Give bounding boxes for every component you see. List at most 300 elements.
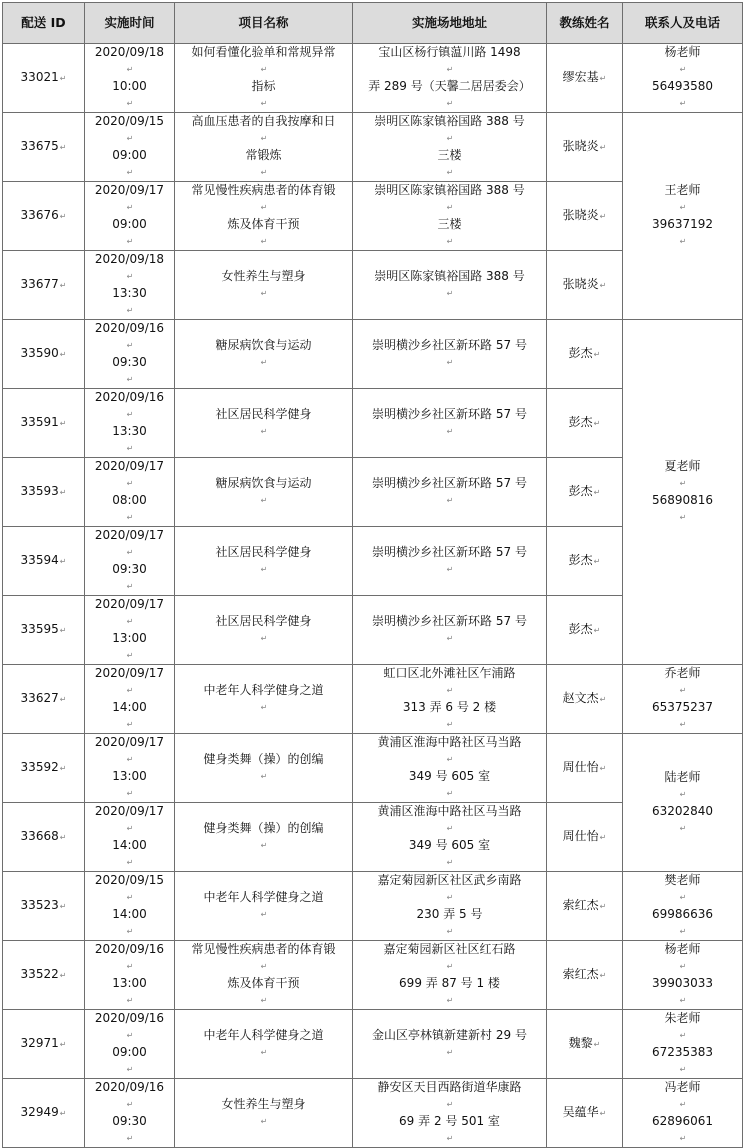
project-line: 中老年人科学健身之道: [203, 683, 324, 697]
return-mark-icon: ↵: [599, 74, 607, 83]
address-line: 嘉定菊园新区社区红石路: [383, 942, 516, 956]
return-mark-icon: ↵: [446, 496, 454, 505]
coach-name: 彭杰: [568, 346, 593, 360]
return-mark-icon: ↵: [59, 626, 67, 635]
return-mark-icon: ↵: [126, 306, 134, 315]
table-row: [3, 320, 743, 389]
delivery-id: 33595: [20, 622, 59, 636]
return-mark-icon: ↵: [126, 410, 134, 419]
coach-cell: [547, 458, 623, 527]
table-row: [3, 1079, 743, 1148]
delivery-id-cell: [3, 1079, 85, 1148]
address-line: 黄浦区淮海中路社区马当路: [377, 735, 522, 749]
return-mark-icon: ↵: [126, 1134, 134, 1143]
return-mark-icon: ↵: [59, 74, 67, 83]
table-row: [3, 665, 743, 734]
contact-line: 王老师: [664, 183, 701, 197]
contact-cell: [623, 665, 743, 734]
address-cell: [353, 872, 547, 941]
return-mark-icon: ↵: [593, 350, 601, 359]
time-line: 2020/09/16: [94, 321, 165, 335]
contact-line: 夏老师: [664, 459, 701, 473]
contact-cell: [623, 1010, 743, 1079]
header-contact: 联系人及电话: [623, 3, 743, 44]
return-mark-icon: ↵: [593, 557, 601, 566]
coach-name: 张晓炎: [562, 139, 599, 153]
delivery-id-cell: [3, 527, 85, 596]
project-cell: [175, 596, 353, 665]
address-line: 崇明横沙乡社区新环路 57 号: [372, 338, 527, 352]
address-line: 69 弄 2 号 501 室: [399, 1114, 500, 1128]
coach-name: 周仕怡: [562, 829, 599, 843]
coach-cell: [547, 182, 623, 251]
return-mark-icon: ↵: [446, 927, 454, 936]
return-mark-icon: ↵: [59, 350, 67, 359]
time-cell: [85, 389, 175, 458]
return-mark-icon: ↵: [59, 1109, 67, 1118]
return-mark-icon: ↵: [679, 65, 687, 74]
contact-line: 39637192: [651, 217, 714, 231]
return-mark-icon: ↵: [260, 134, 268, 143]
return-mark-icon: ↵: [679, 237, 687, 246]
time-line: 2020/09/17: [94, 597, 165, 611]
return-mark-icon: ↵: [593, 626, 601, 635]
contact-cell: [623, 872, 743, 941]
project-cell: [175, 182, 353, 251]
delivery-id-cell: [3, 389, 85, 458]
address-cell: [353, 734, 547, 803]
return-mark-icon: ↵: [126, 651, 134, 660]
header-project: 项目名称: [175, 3, 353, 44]
project-line: 如何看懂化验单和常规异常: [191, 45, 336, 59]
address-cell: [353, 1010, 547, 1079]
return-mark-icon: ↵: [126, 513, 134, 522]
delivery-id-cell: [3, 734, 85, 803]
time-line: 2020/09/18: [94, 252, 165, 266]
return-mark-icon: ↵: [59, 143, 67, 152]
return-mark-icon: ↵: [59, 557, 67, 566]
address-line: 崇明横沙乡社区新环路 57 号: [372, 407, 527, 421]
time-line: 2020/09/17: [94, 804, 165, 818]
return-mark-icon: ↵: [446, 755, 454, 764]
project-cell: [175, 458, 353, 527]
return-mark-icon: ↵: [126, 237, 134, 246]
return-mark-icon: ↵: [679, 203, 687, 212]
return-mark-icon: ↵: [679, 479, 687, 488]
time-line: 13:00: [112, 976, 147, 990]
delivery-id-cell: [3, 803, 85, 872]
return-mark-icon: ↵: [599, 902, 607, 911]
return-mark-icon: ↵: [126, 996, 134, 1005]
time-line: 2020/09/17: [94, 459, 165, 473]
address-line: 三楼: [437, 217, 462, 231]
time-line: 2020/09/17: [94, 735, 165, 749]
return-mark-icon: ↵: [446, 858, 454, 867]
return-mark-icon: ↵: [446, 686, 454, 695]
return-mark-icon: ↵: [679, 99, 687, 108]
return-mark-icon: ↵: [679, 1134, 687, 1143]
address-line: 崇明横沙乡社区新环路 57 号: [372, 614, 527, 628]
return-mark-icon: ↵: [126, 444, 134, 453]
address-cell: [353, 251, 547, 320]
coach-cell: [547, 596, 623, 665]
return-mark-icon: ↵: [446, 789, 454, 798]
time-line: 14:00: [112, 838, 147, 852]
contact-line: 65375237: [651, 700, 714, 714]
return-mark-icon: ↵: [59, 971, 67, 980]
table-row: [3, 734, 743, 803]
coach-name: 魏黎: [568, 1036, 593, 1050]
coach-name: 周仕怡: [562, 760, 599, 774]
coach-name: 张晓炎: [562, 208, 599, 222]
return-mark-icon: ↵: [59, 212, 67, 221]
address-line: 313 弄 6 号 2 楼: [402, 700, 497, 714]
return-mark-icon: ↵: [446, 720, 454, 729]
return-mark-icon: ↵: [126, 272, 134, 281]
address-cell: [353, 182, 547, 251]
coach-name: 彭杰: [568, 484, 593, 498]
contact-cell: [623, 941, 743, 1010]
contact-line: 39903033: [651, 976, 714, 990]
return-mark-icon: ↵: [446, 893, 454, 902]
delivery-id-cell: [3, 320, 85, 389]
contact-cell: [623, 320, 743, 665]
return-mark-icon: ↵: [260, 289, 268, 298]
return-mark-icon: ↵: [126, 1100, 134, 1109]
address-line: 349 号 605 室: [408, 838, 491, 852]
return-mark-icon: ↵: [126, 893, 134, 902]
project-cell: [175, 44, 353, 113]
return-mark-icon: ↵: [126, 789, 134, 798]
return-mark-icon: ↵: [126, 686, 134, 695]
contact-cell: [623, 1079, 743, 1148]
return-mark-icon: ↵: [260, 962, 268, 971]
table-body: [3, 44, 743, 1148]
contact-line: 樊老师: [664, 873, 701, 887]
return-mark-icon: ↵: [126, 858, 134, 867]
project-line: 常见慢性疾病患者的体育锻: [191, 183, 336, 197]
delivery-id-cell: [3, 113, 85, 182]
return-mark-icon: ↵: [260, 1048, 268, 1057]
time-cell: [85, 803, 175, 872]
return-mark-icon: ↵: [446, 634, 454, 643]
return-mark-icon: ↵: [599, 1109, 607, 1118]
contact-line: 56890816: [651, 493, 714, 507]
delivery-id: 33668: [20, 829, 59, 843]
time-line: 09:00: [112, 217, 147, 231]
return-mark-icon: ↵: [446, 358, 454, 367]
delivery-schedule-table: [2, 2, 743, 1148]
time-cell: [85, 320, 175, 389]
address-line: 崇明区陈家镇裕国路 388 号: [374, 114, 525, 128]
return-mark-icon: ↵: [126, 203, 134, 212]
return-mark-icon: ↵: [679, 1100, 687, 1109]
return-mark-icon: ↵: [679, 720, 687, 729]
project-line: 炼及体育干预: [227, 217, 300, 231]
project-cell: [175, 1079, 353, 1148]
return-mark-icon: ↵: [260, 168, 268, 177]
return-mark-icon: ↵: [126, 755, 134, 764]
return-mark-icon: ↵: [59, 419, 67, 428]
return-mark-icon: ↵: [679, 893, 687, 902]
coach-name: 索红杰: [562, 967, 599, 981]
delivery-id: 33627: [20, 691, 59, 705]
coach-name: 吴蕴华: [562, 1105, 599, 1119]
return-mark-icon: ↵: [679, 996, 687, 1005]
contact-line: 63202840: [651, 803, 714, 818]
time-cell: [85, 44, 175, 113]
project-line: 常见慢性疾病患者的体育锻: [191, 942, 336, 956]
delivery-id-cell: [3, 941, 85, 1010]
return-mark-icon: ↵: [446, 65, 454, 74]
return-mark-icon: ↵: [679, 686, 687, 695]
return-mark-icon: ↵: [260, 203, 268, 212]
project-line: 社区居民科学健身: [215, 614, 312, 628]
return-mark-icon: ↵: [126, 824, 134, 833]
time-line: 14:00: [112, 700, 147, 714]
time-line: 09:00: [112, 148, 147, 162]
return-mark-icon: ↵: [260, 1117, 268, 1126]
return-mark-icon: ↵: [446, 289, 454, 298]
return-mark-icon: ↵: [260, 237, 268, 246]
return-mark-icon: ↵: [446, 203, 454, 212]
project-cell: [175, 1010, 353, 1079]
delivery-id-cell: [3, 251, 85, 320]
project-line: 指标: [251, 79, 276, 93]
coach-cell: [547, 527, 623, 596]
delivery-id: 33594: [20, 553, 59, 567]
return-mark-icon: ↵: [260, 65, 268, 74]
return-mark-icon: ↵: [260, 996, 268, 1005]
return-mark-icon: ↵: [593, 1040, 601, 1049]
table-row: [3, 941, 743, 1010]
return-mark-icon: ↵: [126, 962, 134, 971]
coach-cell: [547, 113, 623, 182]
return-mark-icon: ↵: [599, 695, 607, 704]
time-cell: [85, 1010, 175, 1079]
contact-line: 杨老师: [664, 942, 701, 956]
return-mark-icon: ↵: [599, 281, 607, 290]
address-line: 三楼: [437, 148, 462, 162]
time-line: 2020/09/16: [94, 942, 165, 956]
table-row: [3, 1010, 743, 1079]
coach-name: 彭杰: [568, 415, 593, 429]
address-cell: [353, 941, 547, 1010]
time-line: 2020/09/15: [94, 873, 165, 887]
time-line: 2020/09/16: [94, 1011, 165, 1025]
return-mark-icon: ↵: [126, 341, 134, 350]
project-cell: [175, 527, 353, 596]
time-line: 2020/09/17: [94, 666, 165, 680]
address-cell: [353, 44, 547, 113]
time-line: 09:30: [112, 1114, 147, 1128]
address-line: 弄 289 号（天馨二居居委会）: [368, 79, 531, 93]
return-mark-icon: ↵: [260, 99, 268, 108]
delivery-id-cell: [3, 872, 85, 941]
coach-name: 缪宏基: [562, 70, 599, 84]
delivery-id: 32949: [20, 1105, 59, 1119]
time-cell: [85, 458, 175, 527]
project-line: 中老年人科学健身之道: [203, 1028, 324, 1042]
contact-cell: [623, 734, 743, 872]
return-mark-icon: ↵: [260, 772, 268, 781]
coach-name: 张晓炎: [562, 277, 599, 291]
time-cell: [85, 596, 175, 665]
contact-line: 乔老师: [664, 666, 701, 680]
return-mark-icon: ↵: [126, 1031, 134, 1040]
return-mark-icon: ↵: [260, 565, 268, 574]
return-mark-icon: ↵: [679, 823, 687, 833]
return-mark-icon: ↵: [59, 281, 67, 290]
project-line: 高血压患者的自我按摩和日: [191, 114, 336, 128]
delivery-id: 33675: [20, 139, 59, 153]
delivery-id: 33591: [20, 415, 59, 429]
return-mark-icon: ↵: [126, 582, 134, 591]
return-mark-icon: ↵: [446, 427, 454, 436]
return-mark-icon: ↵: [126, 1065, 134, 1074]
project-line: 女性养生与塑身: [221, 269, 306, 283]
header-coach: 教练姓名: [547, 3, 623, 44]
delivery-id: 33592: [20, 760, 59, 774]
coach-name: 彭杰: [568, 622, 593, 636]
time-line: 2020/09/16: [94, 1080, 165, 1094]
time-line: 13:30: [112, 286, 147, 300]
delivery-id-cell: [3, 596, 85, 665]
return-mark-icon: ↵: [260, 841, 268, 850]
return-mark-icon: ↵: [59, 764, 67, 773]
header-time: 实施时间: [85, 3, 175, 44]
time-cell: [85, 182, 175, 251]
return-mark-icon: ↵: [446, 99, 454, 108]
delivery-id-cell: [3, 458, 85, 527]
project-line: 健身类舞（操）的创编: [203, 752, 324, 766]
delivery-id-cell: [3, 182, 85, 251]
address-line: 崇明横沙乡社区新环路 57 号: [372, 476, 527, 490]
contact-line: 朱老师: [664, 1011, 701, 1025]
address-cell: [353, 389, 547, 458]
contact-cell: [623, 113, 743, 320]
return-mark-icon: ↵: [126, 99, 134, 108]
delivery-id: 33021: [20, 70, 59, 84]
coach-cell: [547, 320, 623, 389]
address-cell: [353, 1079, 547, 1148]
delivery-id: 33590: [20, 346, 59, 360]
return-mark-icon: ↵: [446, 824, 454, 833]
delivery-id: 32971: [20, 1036, 59, 1050]
return-mark-icon: ↵: [260, 634, 268, 643]
return-mark-icon: ↵: [126, 168, 134, 177]
address-line: 虹口区北外滩社区乍浦路: [383, 666, 516, 680]
return-mark-icon: ↵: [59, 1040, 67, 1049]
coach-name: 索红杰: [562, 898, 599, 912]
address-cell: [353, 458, 547, 527]
return-mark-icon: ↵: [260, 703, 268, 712]
project-line: 糖尿病饮食与运动: [215, 338, 312, 352]
contact-line: 69986636: [651, 907, 714, 921]
return-mark-icon: ↵: [679, 1065, 687, 1074]
delivery-id: 33522: [20, 967, 59, 981]
return-mark-icon: ↵: [599, 971, 607, 980]
return-mark-icon: ↵: [126, 720, 134, 729]
address-line: 崇明横沙乡社区新环路 57 号: [372, 545, 527, 559]
project-cell: [175, 803, 353, 872]
contact-line: 陆老师: [664, 769, 701, 784]
time-cell: [85, 113, 175, 182]
project-line: 中老年人科学健身之道: [203, 890, 324, 904]
coach-cell: [547, 251, 623, 320]
address-line: 金山区亭林镇新建新村 29 号: [372, 1028, 527, 1042]
delivery-id: 33523: [20, 898, 59, 912]
project-cell: [175, 941, 353, 1010]
project-line: 糖尿病饮食与运动: [215, 476, 312, 490]
return-mark-icon: ↵: [126, 479, 134, 488]
header-delivery-id: 配送 ID: [3, 3, 85, 44]
table-row: [3, 113, 743, 182]
delivery-id: 33677: [20, 277, 59, 291]
contact-line: 冯老师: [664, 1080, 701, 1094]
time-line: 2020/09/18: [94, 45, 165, 59]
return-mark-icon: ↵: [599, 833, 607, 842]
coach-cell: [547, 1010, 623, 1079]
time-line: 09:00: [112, 1045, 147, 1059]
address-cell: [353, 113, 547, 182]
time-cell: [85, 251, 175, 320]
address-cell: [353, 320, 547, 389]
delivery-id: 33676: [20, 208, 59, 222]
address-line: 230 弄 5 号: [416, 907, 483, 921]
table-row: [3, 872, 743, 941]
return-mark-icon: ↵: [260, 910, 268, 919]
header-address: 实施场地地址: [353, 3, 547, 44]
return-mark-icon: ↵: [679, 1031, 687, 1040]
return-mark-icon: ↵: [446, 237, 454, 246]
return-mark-icon: ↵: [446, 134, 454, 143]
delivery-id-cell: [3, 1010, 85, 1079]
time-cell: [85, 734, 175, 803]
return-mark-icon: ↵: [599, 764, 607, 773]
return-mark-icon: ↵: [126, 927, 134, 936]
address-cell: [353, 596, 547, 665]
time-line: 08:00: [112, 493, 147, 507]
coach-cell: [547, 665, 623, 734]
return-mark-icon: ↵: [59, 695, 67, 704]
return-mark-icon: ↵: [679, 513, 687, 522]
project-line: 社区居民科学健身: [215, 545, 312, 559]
return-mark-icon: ↵: [446, 962, 454, 971]
return-mark-icon: ↵: [593, 488, 601, 497]
time-line: 09:30: [112, 355, 147, 369]
address-line: 崇明区陈家镇裕国路 388 号: [374, 183, 525, 197]
contact-cell: [623, 44, 743, 113]
address-cell: [353, 527, 547, 596]
address-line: 静安区天目西路街道华康路: [377, 1080, 522, 1094]
return-mark-icon: ↵: [126, 134, 134, 143]
header-row: [3, 3, 743, 44]
return-mark-icon: ↵: [599, 212, 607, 221]
contact-line: 杨老师: [664, 45, 701, 59]
coach-cell: [547, 389, 623, 458]
coach-cell: [547, 872, 623, 941]
project-cell: [175, 734, 353, 803]
delivery-id-cell: [3, 665, 85, 734]
return-mark-icon: ↵: [593, 419, 601, 428]
coach-cell: [547, 44, 623, 113]
time-cell: [85, 527, 175, 596]
return-mark-icon: ↵: [679, 962, 687, 971]
return-mark-icon: ↵: [260, 427, 268, 436]
project-line: 炼及体育干预: [227, 976, 300, 990]
address-line: 崇明区陈家镇裕国路 388 号: [374, 269, 525, 283]
